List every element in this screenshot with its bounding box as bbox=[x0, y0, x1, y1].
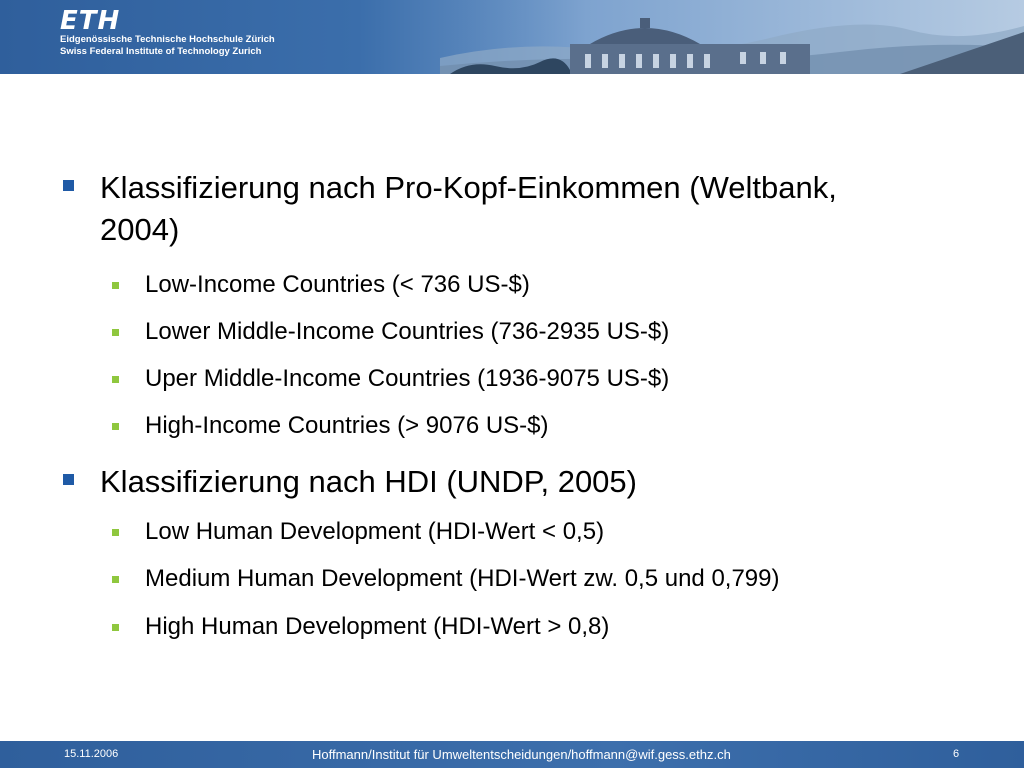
bullet-square-icon bbox=[112, 376, 119, 383]
section-title-hdi: Klassifizierung nach HDI (UNDP, 2005) bbox=[100, 464, 637, 499]
page-number: 6 bbox=[953, 748, 960, 760]
list-item: High-Income Countries (> 9076 US-$) bbox=[145, 412, 549, 439]
header-banner bbox=[0, 0, 1024, 74]
list-item: High Human Development (HDI-Wert > 0,8) bbox=[145, 613, 610, 640]
footer-date: 15.11.2006 bbox=[64, 748, 119, 760]
section-title-income: Klassifizierung nach Pro-Kopf-Einkommen (Weltbank, 2004) bbox=[100, 170, 837, 247]
bullet-square-icon bbox=[112, 529, 119, 536]
building-photo-image bbox=[440, 0, 1024, 74]
bullet-square-icon bbox=[112, 624, 119, 631]
logo-line-english: Swiss Federal Institute of Technology Zurich bbox=[60, 46, 262, 57]
list-item: Medium Human Development (HDI-Wert zw. 0,5 und 0,799) bbox=[145, 565, 780, 592]
bullet-square-icon bbox=[63, 474, 74, 485]
bullet-square-icon bbox=[112, 576, 119, 583]
eth-logo bbox=[60, 8, 275, 58]
logo-mark: ETH bbox=[60, 6, 121, 36]
bullet-square-icon bbox=[63, 180, 74, 191]
bullet-square-icon bbox=[112, 423, 119, 430]
list-item: Uper Middle-Income Countries (1936-9075 US-$) bbox=[145, 365, 670, 392]
list-item: Low Human Development (HDI-Wert < 0,5) bbox=[145, 518, 605, 545]
footer-author: Hoffmann/Institut für Umweltentscheidungen/hoffmann@wif.gess.ethz.ch bbox=[312, 747, 731, 762]
list-item: Lower Middle-Income Countries (736-2935 US-$) bbox=[145, 318, 670, 345]
bullet-square-icon bbox=[112, 329, 119, 336]
bullet-square-icon bbox=[112, 282, 119, 289]
footer-bar bbox=[0, 741, 1024, 768]
list-item: Low-Income Countries (< 736 US-$) bbox=[145, 271, 530, 298]
logo-line-german: Eidgenössische Technische Hochschule Zürich bbox=[60, 34, 275, 45]
